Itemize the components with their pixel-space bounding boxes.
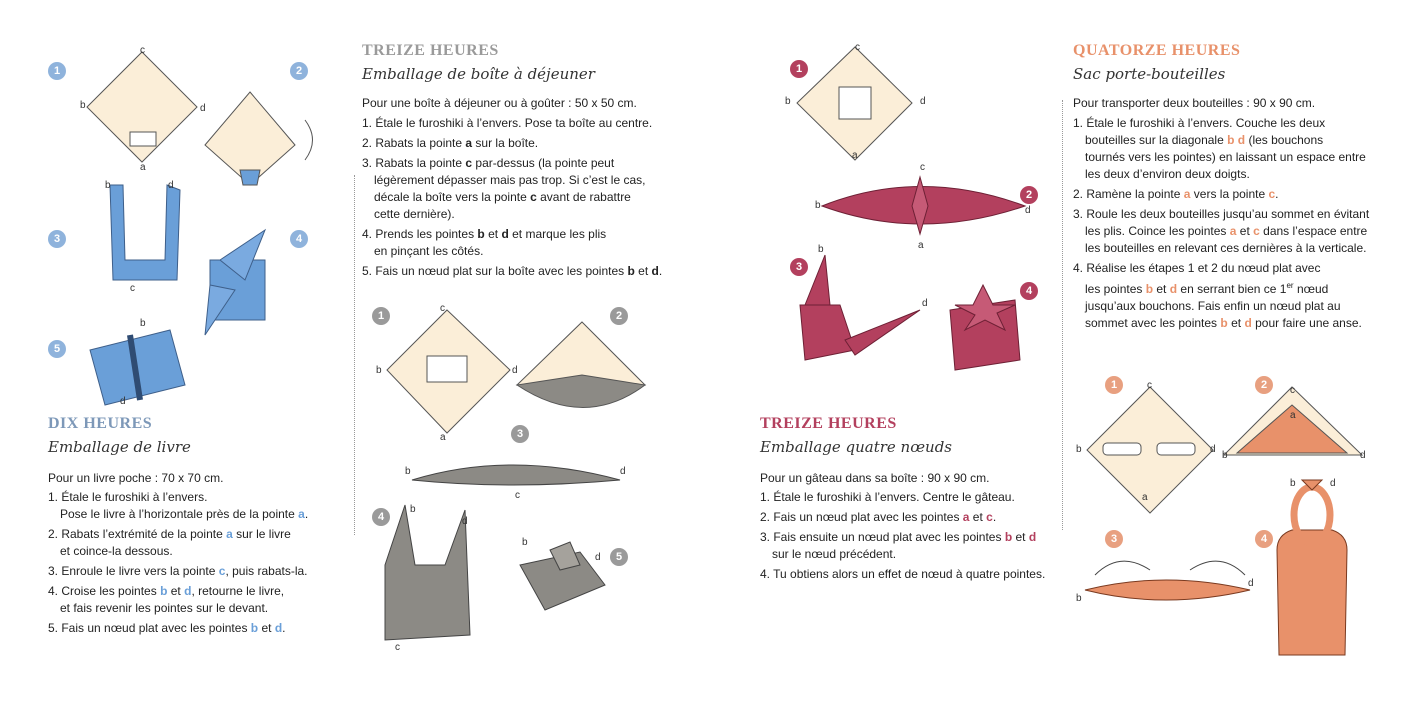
fig-label-c: c	[140, 45, 145, 56]
step-badge-3: 3	[790, 258, 808, 276]
steps-list	[1073, 115, 1393, 335]
section-title: QUATORZE HEURES	[1073, 42, 1241, 59]
fig-label-b: b	[1222, 450, 1228, 461]
fig-label-b: b	[785, 96, 791, 107]
step-badge-2: 2	[1020, 186, 1038, 204]
step-4: 4. Prends les pointes b et d et marque les plis en pinçant les côtés.	[362, 227, 607, 258]
fig-label-d: d	[1248, 578, 1254, 589]
fig-label-b: b	[140, 318, 146, 329]
divider	[354, 175, 355, 535]
fig-label-a: a	[440, 432, 446, 443]
step-3: 3. Rabats la pointe c par-dessus (la pointe peut légèrement dépasser mais pas trop. Si c’est le cas, décale la boîte vers la pointe c avant de rabattre cette dernière).	[362, 156, 646, 221]
fig-label-b: b	[405, 466, 411, 477]
fig-label-c: c	[920, 162, 925, 173]
fig-label-c: c	[515, 490, 520, 501]
fig-label-c: c	[130, 283, 135, 294]
step-2: 2. Rabats l’extrémité de la pointe a sur le livre et coince-la dessous.	[48, 527, 291, 558]
fig-label-a: a	[1290, 410, 1296, 421]
fig-label-a: a	[1142, 492, 1148, 503]
step-4: 4. Tu obtiens alors un effet de nœud à quatre pointes.	[760, 567, 1046, 581]
step-3: 3. Fais ensuite un nœud plat avec les pointes b et d sur le nœud précédent.	[760, 530, 1037, 561]
fig-label-d: d	[1330, 478, 1336, 489]
intro-text: Pour transporter deux bouteilles : 90 x 90 cm.	[1073, 96, 1316, 110]
section-title: TREIZE HEURES	[760, 415, 897, 432]
diagram-step4-points	[380, 505, 475, 645]
fig-label-a: a	[140, 162, 146, 173]
diagram-step4-bag	[1272, 475, 1352, 660]
step-badge-2: 2	[610, 307, 628, 325]
diagram-step1-square	[795, 45, 915, 165]
steps-list	[48, 489, 348, 640]
steps-list	[760, 489, 1060, 586]
diagram-step2-fold	[195, 90, 300, 185]
step-3: 3. Enroule le livre vers la pointe c, puis rabats-la.	[48, 564, 308, 578]
fig-label-d: d	[200, 103, 206, 114]
fig-label-d: d	[922, 298, 928, 309]
step-5: 5. Fais un nœud plat avec les pointes b et d.	[48, 621, 286, 635]
fig-label-d: d	[462, 516, 468, 527]
fig-label-b: b	[522, 537, 528, 548]
section-title: TREIZE HEURES	[362, 42, 499, 59]
step-1: 1. Étale le furoshiki à l’envers. Pose le livre à l’horizontale près de la pointe a.	[48, 490, 309, 521]
step-badge-2: 2	[1255, 376, 1273, 394]
fig-label-c: c	[1147, 380, 1152, 391]
section-subtitle: Emballage de livre	[48, 438, 191, 456]
diagram-step4-fournoeuds	[945, 285, 1025, 375]
step-badge-1: 1	[790, 60, 808, 78]
fig-label-c: c	[855, 42, 860, 53]
step-badge-4: 4	[1020, 282, 1038, 300]
step-5: 5. Fais un nœud plat sur la boîte avec les pointes b et d.	[362, 264, 663, 278]
fig-label-d: d	[1025, 205, 1031, 216]
step-1: 1. Étale le furoshiki à l’envers. Pose ta boîte au centre.	[362, 116, 653, 130]
step-badge-1: 1	[48, 62, 66, 80]
fig-label-d: d	[1210, 444, 1216, 455]
fig-label-c: c	[440, 303, 445, 314]
fig-label-a: a	[852, 150, 858, 161]
divider	[1062, 100, 1063, 530]
diagram-step3-roll	[105, 185, 190, 285]
fig-label-a: a	[918, 240, 924, 251]
fig-label-b: b	[105, 180, 111, 191]
fig-label-d: d	[1360, 450, 1366, 461]
fig-label-b: b	[376, 365, 382, 376]
section-subtitle: Emballage de boîte à déjeuner	[362, 65, 595, 83]
fig-label-b: b	[80, 100, 86, 111]
step-1: 1. Étale le furoshiki à l’envers. Couche les deux bouteilles sur la diagonale b d (les bouchons tournés vers les pointes) en laissant un espace entre les deux d’environ deux doigts.	[1073, 116, 1366, 181]
steps-list	[362, 115, 692, 283]
section-title: DIX HEURES	[48, 415, 153, 432]
diagram-step3-pinch	[410, 450, 625, 495]
diagram-step1-square	[385, 308, 513, 436]
fig-label-b: b	[815, 200, 821, 211]
diagram-step3-roll	[1080, 555, 1255, 610]
step-badge-2: 2	[290, 62, 308, 80]
step-4: 4. Réalise les étapes 1 et 2 du nœud plat avec les pointes b et d en serrant bien ce 1er nœud jusqu’aux bouchons. Fais enfin un nœud plat au sommet avec les pointes b et d pour faire une anse.	[1073, 261, 1362, 330]
fig-label-b: b	[1076, 593, 1082, 604]
step-badge-4: 4	[290, 230, 308, 248]
intro-text: Pour un livre poche : 70 x 70 cm.	[48, 471, 224, 485]
step-2: 2. Fais un nœud plat avec les pointes a et c.	[760, 510, 997, 524]
step-3: 3. Roule les deux bouteilles jusqu’au sommet en évitant les plis. Coince les pointes a et c dans l’espace entre les bouteilles en relevant ces dernières à la verticale.	[1073, 207, 1370, 255]
step-4: 4. Croise les pointes b et d, retourne le livre, et fais revenir les pointes sur le devant.	[48, 584, 285, 615]
fig-label-d: d	[920, 96, 926, 107]
step-badge-1: 1	[372, 307, 390, 325]
diagram-step2-fold	[1222, 385, 1367, 470]
step-badge-4: 4	[1255, 530, 1273, 548]
step-badge-1: 1	[1105, 376, 1123, 394]
fig-label-d: d	[620, 466, 626, 477]
diagram-step1-square	[85, 50, 200, 165]
fig-label-b: b	[410, 504, 416, 515]
fig-label-c: c	[395, 642, 400, 653]
fig-label-b: b	[1076, 444, 1082, 455]
diagram-step1-bottles	[1085, 385, 1215, 515]
step-badge-5: 5	[48, 340, 66, 358]
section-subtitle: Emballage quatre nœuds	[760, 438, 953, 456]
diagram-step2-knot	[820, 172, 1030, 242]
fig-label-c: c	[1290, 385, 1295, 396]
step-2: 2. Rabats la pointe a sur la boîte.	[362, 136, 539, 150]
intro-text: Pour une boîte à déjeuner ou à goûter : 50 x 50 cm.	[362, 96, 637, 110]
step-badge-5: 5	[610, 548, 628, 566]
step-badge-3: 3	[48, 230, 66, 248]
diagram-step2-fold	[515, 320, 650, 410]
diagram-step4-cross	[200, 225, 275, 340]
fig-label-b: b	[1290, 478, 1296, 489]
fig-label-d: d	[120, 396, 126, 407]
step-badge-4: 4	[372, 508, 390, 526]
fig-label-d: d	[168, 180, 174, 191]
fig-label-d: d	[595, 552, 601, 563]
fig-label-b: b	[818, 244, 824, 255]
diagram-step5-knot	[85, 320, 190, 410]
step-2: 2. Ramène la pointe a vers la pointe c.	[1073, 187, 1279, 201]
step-badge-3: 3	[511, 425, 529, 443]
step-1: 1. Étale le furoshiki à l’envers. Centre le gâteau.	[760, 490, 1015, 504]
step-badge-3: 3	[1105, 530, 1123, 548]
intro-text: Pour un gâteau dans sa boîte : 90 x 90 cm.	[760, 471, 990, 485]
section-subtitle: Sac porte-bouteilles	[1073, 65, 1226, 83]
diagram-step3-knot	[795, 250, 930, 370]
fig-label-d: d	[512, 365, 518, 376]
